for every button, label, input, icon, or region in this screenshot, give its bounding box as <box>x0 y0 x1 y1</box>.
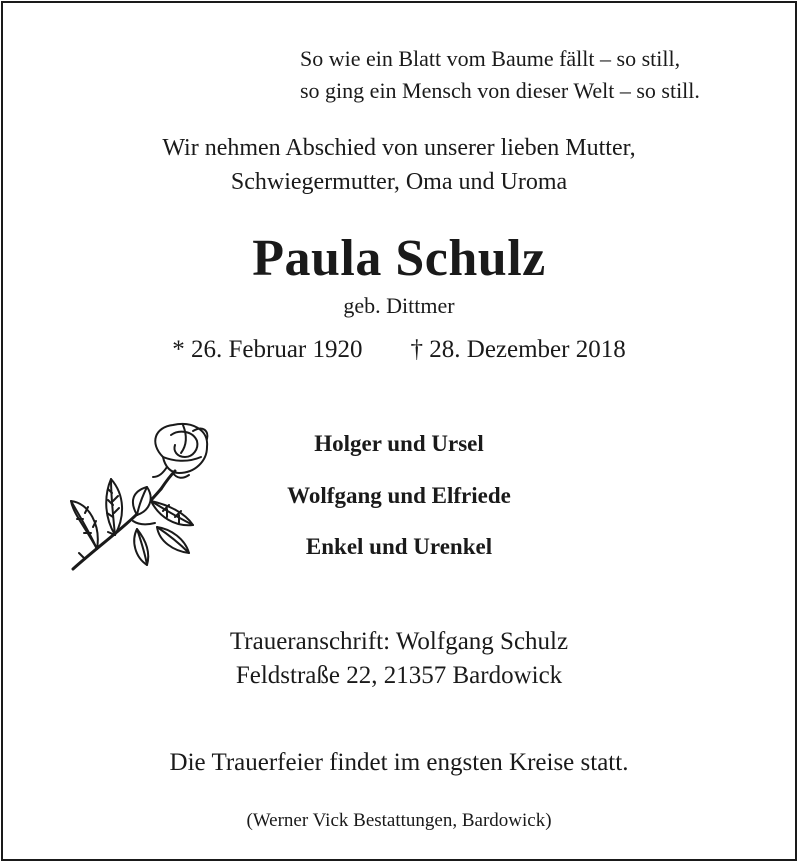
poem-line-1: So wie ein Blatt vom Baume fällt – so still, <box>300 46 681 71</box>
deceased-name: Paula Schulz <box>252 230 546 287</box>
family-line-2: Wolfgang und Elfriede <box>287 483 511 508</box>
family-line-3: Enkel und Urenkel <box>305 534 493 559</box>
address-line-2: Feldstraße 22, 21357 Bardowick <box>235 662 563 689</box>
mourning-address <box>3 625 795 693</box>
birth-date: * 26. Februar 1920 <box>172 336 363 363</box>
death-date: † 28. Dezember 2018 <box>410 336 626 363</box>
address-line-1: Traueranschrift: Wolfgang Schulz <box>229 628 569 655</box>
life-dates <box>3 333 795 367</box>
family-line-1: Holger und Ursel <box>314 431 484 456</box>
undertaker-credit: (Werner Vick Bestattungen, Bardowick) <box>246 810 552 831</box>
intro-line-2: Schwiegermutter, Oma und Uroma <box>230 169 568 195</box>
maiden-name: geb. Dittmer <box>343 293 455 318</box>
ceremony-note: Die Trauerfeier findet im engsten Kreise statt. <box>169 749 629 776</box>
intro-line-1: Wir nehmen Abschied von unserer lieben Mutter, <box>162 135 636 161</box>
obituary-card <box>1 1 797 861</box>
poem <box>300 43 700 107</box>
poem-line-2: so ging ein Mensch von dieser Welt – so still. <box>300 78 700 103</box>
intro-text <box>3 131 795 199</box>
